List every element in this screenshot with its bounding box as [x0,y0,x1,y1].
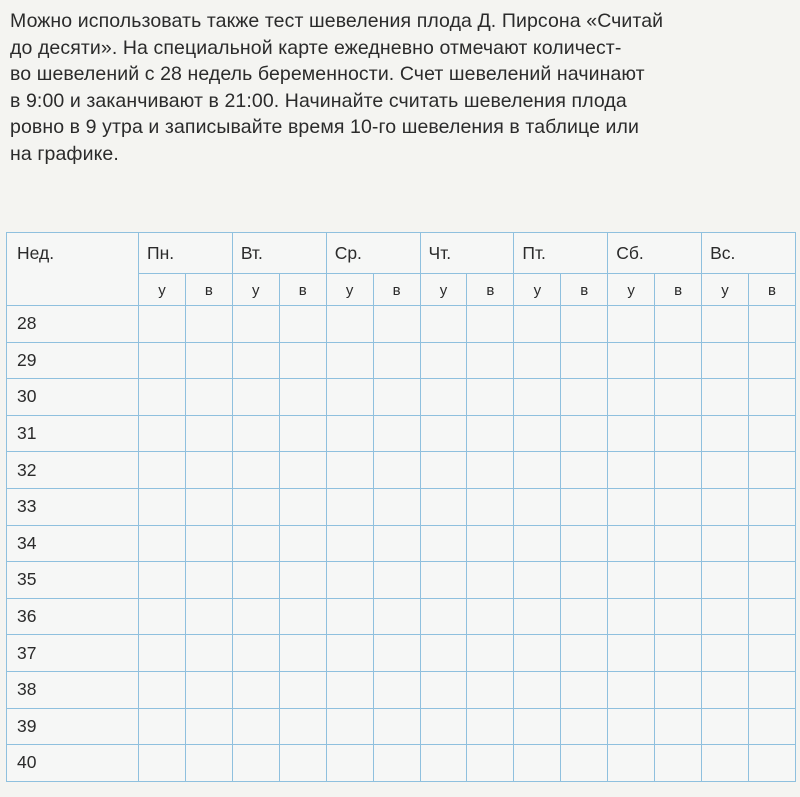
entry-cell-evening[interactable] [185,562,232,599]
entry-cell-morning[interactable] [139,525,186,562]
entry-cell-evening[interactable] [467,488,514,525]
week-row [7,562,796,599]
week-number: 30 [7,379,139,416]
entry-cell-morning[interactable] [232,488,279,525]
entry-cell-evening[interactable] [279,452,326,489]
sub-header-morning: у [702,274,749,306]
week-row [7,379,796,416]
week-row [7,635,796,672]
sub-header-morning: у [420,274,467,306]
entry-cell-evening[interactable] [373,342,420,379]
entry-cell-morning[interactable] [608,525,655,562]
week-number: 38 [7,671,139,708]
entry-cell-morning[interactable] [232,708,279,745]
entry-cell-morning[interactable] [514,598,561,635]
entry-cell-evening[interactable] [748,342,795,379]
entry-cell-evening[interactable] [655,635,702,672]
entry-cell-evening[interactable] [467,306,514,343]
intro-line-5: ровно в 9 утра и записывайте время 10-го шевеления в таблице или [10,116,639,139]
entry-cell-evening[interactable] [748,562,795,599]
entry-cell-morning[interactable] [232,562,279,599]
entry-cell-evening[interactable] [748,379,795,416]
entry-cell-morning[interactable] [326,562,373,599]
entry-cell-evening[interactable] [655,671,702,708]
entry-cell-evening[interactable] [373,635,420,672]
entry-cell-evening[interactable] [561,488,608,525]
sub-header-evening: в [185,274,232,306]
entry-cell-morning[interactable] [420,635,467,672]
entry-cell-evening[interactable] [467,598,514,635]
entry-cell-morning[interactable] [514,415,561,452]
entry-cell-evening[interactable] [748,708,795,745]
entry-cell-morning[interactable] [232,415,279,452]
entry-cell-morning[interactable] [139,708,186,745]
entry-cell-morning[interactable] [232,598,279,635]
entry-cell-morning[interactable] [326,452,373,489]
entry-cell-evening[interactable] [655,598,702,635]
sub-header-evening: в [373,274,420,306]
entry-cell-morning[interactable] [326,745,373,782]
entry-cell-morning[interactable] [420,415,467,452]
entry-cell-morning[interactable] [139,306,186,343]
entry-cell-evening[interactable] [373,415,420,452]
entry-cell-morning[interactable] [420,671,467,708]
week-number: 40 [7,745,139,782]
entry-cell-evening[interactable] [185,635,232,672]
week-row [7,525,796,562]
entry-cell-evening[interactable] [561,708,608,745]
entry-cell-evening[interactable] [185,306,232,343]
entry-cell-morning[interactable] [702,306,749,343]
entry-cell-morning[interactable] [326,598,373,635]
entry-cell-evening[interactable] [279,598,326,635]
entry-cell-evening[interactable] [279,379,326,416]
entry-cell-evening[interactable] [185,745,232,782]
entry-cell-evening[interactable] [373,379,420,416]
entry-cell-morning[interactable] [514,342,561,379]
week-number: 35 [7,562,139,599]
entry-cell-morning[interactable] [420,379,467,416]
intro-line-2: до десяти». На специальной карте ежедневно отмечают количест- [10,36,622,59]
entry-cell-morning[interactable] [608,415,655,452]
entry-cell-morning[interactable] [514,452,561,489]
entry-cell-evening[interactable] [185,671,232,708]
week-number: 29 [7,342,139,379]
entry-cell-morning[interactable] [608,379,655,416]
week-row [7,306,796,343]
entry-cell-morning[interactable] [232,745,279,782]
entry-cell-evening[interactable] [185,415,232,452]
week-row [7,708,796,745]
entry-cell-morning[interactable] [232,379,279,416]
entry-cell-evening[interactable] [561,306,608,343]
entry-cell-morning[interactable] [326,708,373,745]
fetal-movement-table [6,232,796,782]
entry-cell-evening[interactable] [655,745,702,782]
entry-cell-morning[interactable] [608,342,655,379]
entry-cell-evening[interactable] [279,342,326,379]
day-header-thu: Чт. [420,233,514,274]
entry-cell-morning[interactable] [139,342,186,379]
entry-cell-evening[interactable] [748,525,795,562]
entry-cell-evening[interactable] [185,452,232,489]
entry-cell-evening[interactable] [748,671,795,708]
entry-cell-morning[interactable] [326,635,373,672]
day-header-tue: Вт. [232,233,326,274]
entry-cell-morning[interactable] [139,488,186,525]
entry-cell-evening[interactable] [373,562,420,599]
entry-cell-morning[interactable] [702,525,749,562]
entry-cell-evening[interactable] [561,452,608,489]
entry-cell-morning[interactable] [139,415,186,452]
entry-cell-morning[interactable] [420,562,467,599]
entry-cell-morning[interactable] [702,415,749,452]
entry-cell-morning[interactable] [702,452,749,489]
entry-cell-morning[interactable] [514,379,561,416]
entry-cell-evening[interactable] [561,598,608,635]
sub-header-morning: у [326,274,373,306]
week-row [7,415,796,452]
entry-cell-evening[interactable] [185,708,232,745]
entry-cell-evening[interactable] [655,452,702,489]
entry-cell-morning[interactable] [514,708,561,745]
entry-cell-evening[interactable] [279,708,326,745]
week-number: 31 [7,415,139,452]
entry-cell-evening[interactable] [279,415,326,452]
entry-cell-evening[interactable] [748,635,795,672]
entry-cell-evening[interactable] [467,745,514,782]
entry-cell-morning[interactable] [139,598,186,635]
entry-cell-morning[interactable] [232,671,279,708]
entry-cell-morning[interactable] [139,379,186,416]
entry-cell-morning[interactable] [232,525,279,562]
entry-cell-morning[interactable] [702,562,749,599]
table-body [7,233,796,782]
entry-cell-evening[interactable] [561,562,608,599]
entry-cell-evening[interactable] [373,708,420,745]
sub-header-evening: в [748,274,795,306]
entry-cell-evening[interactable] [467,708,514,745]
entry-cell-morning[interactable] [608,635,655,672]
sub-header-evening: в [561,274,608,306]
week-row [7,598,796,635]
entry-cell-morning[interactable] [702,488,749,525]
week-number: 33 [7,488,139,525]
entry-cell-morning[interactable] [702,379,749,416]
entry-cell-evening[interactable] [655,342,702,379]
entry-cell-evening[interactable] [655,415,702,452]
entry-cell-evening[interactable] [655,562,702,599]
entry-cell-evening[interactable] [748,306,795,343]
entry-cell-morning[interactable] [326,415,373,452]
entry-cell-morning[interactable] [608,306,655,343]
entry-cell-morning[interactable] [420,708,467,745]
week-row [7,452,796,489]
entry-cell-evening[interactable] [373,452,420,489]
week-row [7,671,796,708]
entry-cell-evening[interactable] [373,745,420,782]
entry-cell-evening[interactable] [655,306,702,343]
entry-cell-evening[interactable] [185,379,232,416]
entry-cell-morning[interactable] [420,598,467,635]
week-number: 37 [7,635,139,672]
entry-cell-evening[interactable] [279,488,326,525]
intro-line-4: в 9:00 и заканчивают в 21:00. Начинайте считать шевеления плода [10,89,627,112]
sub-header-morning: у [608,274,655,306]
entry-cell-morning[interactable] [420,306,467,343]
entry-cell-morning[interactable] [139,745,186,782]
entry-cell-morning[interactable] [702,745,749,782]
entry-cell-morning[interactable] [702,598,749,635]
entry-cell-evening[interactable] [373,598,420,635]
entry-cell-evening[interactable] [748,488,795,525]
entry-cell-morning[interactable] [514,562,561,599]
entry-cell-evening[interactable] [467,525,514,562]
entry-cell-evening[interactable] [561,671,608,708]
entry-cell-evening[interactable] [185,488,232,525]
entry-cell-morning[interactable] [420,342,467,379]
entry-cell-morning[interactable] [702,708,749,745]
entry-cell-morning[interactable] [420,488,467,525]
entry-cell-evening[interactable] [279,671,326,708]
entry-cell-evening[interactable] [467,635,514,672]
entry-cell-morning[interactable] [702,671,749,708]
entry-cell-evening[interactable] [655,379,702,416]
entry-cell-evening[interactable] [279,635,326,672]
entry-cell-morning[interactable] [608,745,655,782]
day-header-sun: Вс. [702,233,796,274]
week-column-header: Нед. [7,233,139,306]
entry-cell-evening[interactable] [279,306,326,343]
entry-cell-evening[interactable] [655,708,702,745]
entry-cell-morning[interactable] [139,562,186,599]
entry-cell-evening[interactable] [279,562,326,599]
entry-cell-morning[interactable] [514,635,561,672]
entry-cell-morning[interactable] [326,342,373,379]
day-header-sat: Сб. [608,233,702,274]
entry-cell-evening[interactable] [373,488,420,525]
entry-cell-morning[interactable] [608,671,655,708]
entry-cell-morning[interactable] [514,488,561,525]
entry-cell-evening[interactable] [467,342,514,379]
sub-header-morning: у [514,274,561,306]
entry-cell-morning[interactable] [326,525,373,562]
entry-cell-evening[interactable] [467,452,514,489]
sub-header-evening: в [655,274,702,306]
entry-cell-evening[interactable] [185,342,232,379]
entry-cell-evening[interactable] [467,671,514,708]
entry-cell-morning[interactable] [232,452,279,489]
entry-cell-morning[interactable] [608,452,655,489]
entry-cell-evening[interactable] [279,745,326,782]
entry-cell-evening[interactable] [561,415,608,452]
entry-cell-morning[interactable] [326,488,373,525]
week-number: 28 [7,306,139,343]
entry-cell-morning[interactable] [514,306,561,343]
entry-cell-evening[interactable] [467,562,514,599]
entry-cell-evening[interactable] [655,488,702,525]
entry-cell-evening[interactable] [467,379,514,416]
entry-cell-morning[interactable] [702,635,749,672]
sub-header-morning: у [232,274,279,306]
entry-cell-morning[interactable] [326,306,373,343]
day-header-row [7,233,796,274]
entry-cell-evening[interactable] [561,635,608,672]
entry-cell-evening[interactable] [655,525,702,562]
entry-cell-morning[interactable] [139,671,186,708]
day-header-mon: Пн. [139,233,233,274]
entry-cell-evening[interactable] [279,525,326,562]
entry-cell-morning[interactable] [139,635,186,672]
intro-line-1: Можно использовать также тест шевеления плода Д. Пирсона «Считай [10,10,664,32]
week-number: 36 [7,598,139,635]
entry-cell-morning[interactable] [702,342,749,379]
fetal-movement-table-container [6,232,796,797]
sub-header-evening: в [279,274,326,306]
entry-cell-evening[interactable] [561,342,608,379]
week-number: 34 [7,525,139,562]
entry-cell-morning[interactable] [420,525,467,562]
entry-cell-morning[interactable] [232,635,279,672]
intro-paragraph [10,8,790,168]
entry-cell-morning[interactable] [232,306,279,343]
entry-cell-evening[interactable] [185,598,232,635]
week-row [7,488,796,525]
entry-cell-morning[interactable] [326,671,373,708]
entry-cell-evening[interactable] [561,379,608,416]
day-header-wed: Ср. [326,233,420,274]
week-number: 39 [7,708,139,745]
entry-cell-evening[interactable] [373,306,420,343]
week-row [7,342,796,379]
entry-cell-evening[interactable] [373,525,420,562]
week-number: 32 [7,452,139,489]
sub-header-evening: в [467,274,514,306]
entry-cell-evening[interactable] [561,745,608,782]
sub-header-morning: у [139,274,186,306]
entry-cell-morning[interactable] [420,745,467,782]
entry-cell-morning[interactable] [514,745,561,782]
entry-cell-evening[interactable] [467,415,514,452]
entry-cell-morning[interactable] [326,379,373,416]
intro-line-3: во шевелений с 28 недель беременности. Счет шевелений начинают [10,63,645,86]
entry-cell-evening[interactable] [748,598,795,635]
entry-cell-evening[interactable] [748,415,795,452]
entry-cell-morning[interactable] [514,671,561,708]
entry-cell-evening[interactable] [748,452,795,489]
entry-cell-morning[interactable] [420,452,467,489]
entry-cell-morning[interactable] [608,488,655,525]
entry-cell-evening[interactable] [373,671,420,708]
entry-cell-morning[interactable] [514,525,561,562]
intro-line-6: на графике. [10,142,119,165]
entry-cell-morning[interactable] [608,708,655,745]
entry-cell-morning[interactable] [608,562,655,599]
entry-cell-morning[interactable] [232,342,279,379]
entry-cell-evening[interactable] [561,525,608,562]
week-row [7,745,796,782]
entry-cell-evening[interactable] [748,745,795,782]
day-header-fri: Пт. [514,233,608,274]
entry-cell-evening[interactable] [185,525,232,562]
entry-cell-morning[interactable] [608,598,655,635]
entry-cell-morning[interactable] [139,452,186,489]
